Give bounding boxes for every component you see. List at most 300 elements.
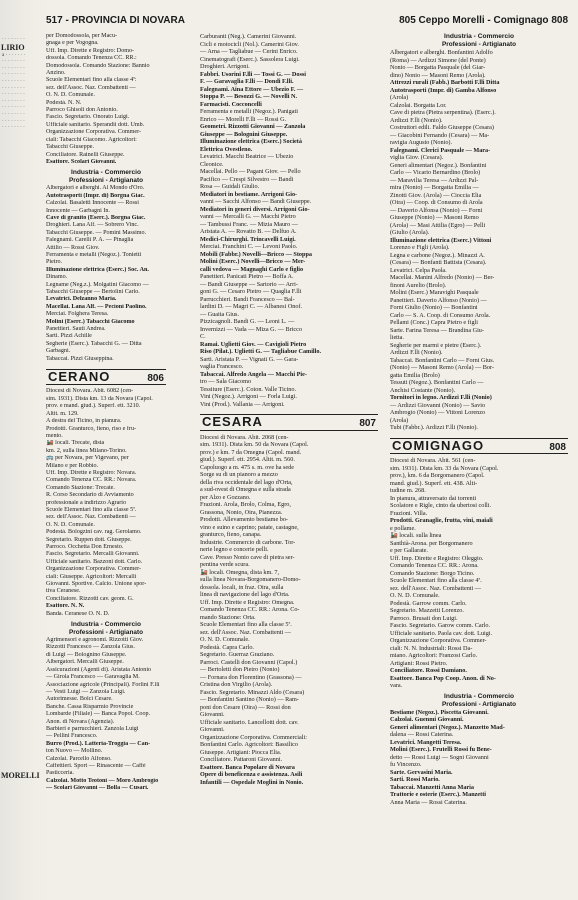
text-line: Esattore. Banca Popolare di Novara: [200, 763, 295, 771]
text-line: Calzolai. Guenmi Giovanni.: [390, 716, 464, 723]
text-line: sez. dell'Assoc. Naz. Combattenti —: [390, 584, 481, 592]
text-line: Fascio. Segretario. Onorato Luigi.: [46, 114, 130, 121]
text-line: — Fornara don Florentino (Grassona) —: [200, 673, 302, 681]
text-line: Organizzazione Corporativa. Commerciali:: [200, 733, 307, 741]
text-line: Artigiani: Rossi Pietro.: [390, 659, 448, 667]
text-line: Lombarde (Filiale) — Banca Popol. Coop.: [46, 711, 151, 718]
text-line: Anna Maria — Rossi Caterina.: [390, 798, 467, 806]
text-line: vanni — Sacchi Alfonso — Bandi Giuseppe.: [200, 198, 312, 205]
text-line: Giuseppe. Artigiani: Piocca Elia.: [200, 748, 282, 756]
text-line: Carlo — Vicario Bernardino (Brolo): [390, 169, 481, 176]
text-line: Comando Tenenza CC. RR.: Novara.: [46, 477, 137, 484]
text-line: Ufficiale sanitario. Lancellotti dott. cav.: [200, 718, 299, 726]
col2-top: [200, 33, 378, 408]
text-line: Farmacisti. Cocconcelli: [200, 100, 262, 108]
text-line: F. — Garavaglia F.lli — Dondi F.lli.: [200, 78, 294, 85]
text-line: Parroco. Occhetta Don Ernesto.: [46, 544, 124, 550]
text-line: Podestà. N. N.: [46, 99, 82, 106]
col1-industry: [46, 185, 166, 363]
text-line: ravigia Augusto (Nonio).: [390, 139, 453, 146]
text-line: Calzolai. Parcello Alfonso.: [46, 755, 112, 762]
text-line: Illuminazione elettrica (Eserc.) Vittoni: [390, 236, 492, 244]
text-line: Cleonice.: [200, 160, 224, 168]
text-line: (Cesara) — Bonfanti Battista (Cesara).: [390, 259, 487, 266]
col3-desc: [390, 457, 568, 600]
text-line: In pianura, attraversato dai torrenti: [390, 494, 477, 502]
section-title: Industria - Commercio: [71, 621, 141, 629]
text-line: tiva Ceranese.: [46, 588, 81, 595]
text-line: detto — Rossi Luigi — Sogni Giovanni: [390, 753, 489, 761]
text-line: Parroci. Castelli don Giovanni (Capol.): [200, 658, 298, 666]
text-line: Ufficiale sanitario. Paola cav. dott. Luigi.: [390, 629, 493, 637]
text-line: Sarte. Farina Teresa — Brandina Giu-: [390, 326, 484, 334]
section-title: Industria - Commercio: [444, 33, 514, 40]
text-line: Vini (Negoz.). Arrigoni — Forla Luigi.: [200, 393, 297, 400]
text-line: Carburanti (Neg.). Camerini Giovanni.: [200, 33, 297, 40]
text-line: Legna e carbone (Negoz.). Minazzi A.: [390, 251, 485, 259]
text-line: Domodossola. Comando Stazione: Bannio: [46, 62, 150, 69]
text-line: C.: [200, 333, 206, 340]
text-line: a sud-ovest di Omegna e sulla strada: [200, 486, 291, 493]
text-line: Caffettieri. Sport — Rinascente — Caffè: [46, 762, 146, 769]
text-line: — Giacobini Fernando (Cesara) — Ma-: [390, 131, 490, 139]
col3-officials: [390, 600, 568, 690]
text-line: Banda. Ceranese O. N. D.: [46, 610, 110, 617]
text-line: Illuminazione elettrica (Eserc.) Soc. An.: [46, 266, 149, 273]
text-line: Cave. Presso Nonio cave di pietra ser-: [200, 553, 295, 561]
text-line: Prodotti. Granaglie, frutta, vini, maiali: [390, 517, 493, 524]
text-line: Organizzazione Corporativa. Commer-: [390, 637, 487, 644]
town-name: CERANO: [48, 369, 111, 385]
text-line: Pellami (Conc.) Capra Pietro e figli: [390, 319, 478, 326]
text-line: Dinamo.: [46, 274, 68, 281]
text-line: Riso (Pilat.). Uglietti G. — Tagliabue Camillo.: [200, 348, 321, 355]
text-line: [46, 455, 166, 462]
text-line: Invernizzi — Vada — Miza G. — Bricco: [200, 325, 302, 333]
text-line: Sarte. Gervasini Maria.: [390, 768, 453, 776]
text-line: pentina verde scura.: [200, 561, 250, 568]
text-line: Anzino.: [46, 70, 66, 77]
text-line: Tabacchi Giuseppe — Bertolini Carlo.: [46, 289, 140, 295]
text-line: Falegnami. Carelli P. A. — Pinaglia: [46, 237, 134, 244]
text-line: giud.). Superf. ett. 2954. Altit. m. 560.: [200, 456, 295, 463]
text-line: Autotrasporti (Impr. di) Borgna Giac.: [46, 192, 145, 199]
text-line: granturco, fieno, canapa.: [200, 531, 262, 538]
text-line: Frazioni. Villa.: [390, 509, 428, 517]
text-line: Albergatori. Mercalli Giuseppe.: [46, 659, 124, 666]
text-line: Bestiame (Negoz.). Piscetta Giovanni.: [390, 708, 489, 716]
text-line: Elettrica Ovestleno.: [200, 145, 253, 153]
column-3: [390, 33, 568, 893]
text-line: Conciliatore. Rizzotti cav. geom. G.: [46, 595, 134, 602]
text-line: Macellai. Manini Alfredo (Nonio) — Ber-: [390, 274, 495, 281]
text-line: Cristina don Virgilio (Arola).: [200, 681, 273, 688]
text-line: Trattorie e osterie (Eserc.). Manzetti: [390, 791, 486, 798]
text-line: Burro (Prod.). Latteria-Troggia — Can-: [46, 740, 151, 747]
text-line: e pollame.: [390, 524, 416, 532]
text-line: Mediatori in bestiame. Arrigoni Gio-: [200, 190, 298, 198]
text-line: Levatrici. Macchi Beatrice — Ubezio: [200, 153, 294, 160]
text-line: Costruttori edili. Faldo Giuseppe (Cesara): [390, 124, 494, 131]
text-line: Panettieri. Daverio Alfonso (Nonio) —: [390, 296, 487, 304]
text-line: Scuole Elementari fino alla classe 4ª.: [390, 577, 482, 584]
text-line: Podestà. Capra Carlo.: [200, 643, 254, 651]
text-line: Innocente — Garbagni In.: [46, 207, 110, 214]
section-subtitle: Professioni - Artigianato: [69, 177, 143, 185]
text-line: Macellai. Lana Alf. — Pecioni Paolino.: [46, 303, 147, 310]
text-line: Pietro.: [46, 259, 63, 266]
text-line: Lorenzo e Figli (Arola).: [390, 244, 450, 251]
text-line: Pizzicagnoli. Bandi G. — Leoni L. —: [200, 318, 295, 325]
text-line: Tornitori in legno. Ardizzi F.lli (Nonio): [390, 394, 492, 401]
text-line: Cave di granito (Eserc.). Borgna Giac.: [46, 214, 146, 221]
text-line: Molini (Eserc.) Tabacchi Giacomo: [46, 318, 135, 325]
text-line: Industrie. Commercio di carbone. Tor-: [200, 538, 296, 546]
text-line: Podestà. Garrow comm. Carlo.: [390, 599, 467, 607]
column-1: [46, 33, 166, 893]
text-line: Calzolai. Borgatta Lor.: [390, 101, 447, 109]
text-line: Mediatori in generi diversi. Arrigoni Gio-: [200, 205, 310, 213]
text-line: sim. 1931). Dista km. 13 da Novara (Capol.: [46, 395, 153, 402]
text-line: [390, 532, 568, 540]
text-line: di Luigi — Bolognino Giuseppe.: [46, 651, 127, 658]
col1-top: [46, 33, 166, 100]
text-line: Anon. di Novara (Agenzia).: [46, 718, 115, 725]
text-line: [200, 569, 378, 577]
text-line: Enrico — Morelli F.lli — Rossi G.: [200, 115, 287, 123]
text-line: Ardizzi F.lli (Nonio).: [390, 349, 443, 356]
text-line: Tubi (Fabbr.). Ardizzi F.lli (Nonio).: [390, 424, 478, 431]
text-line: Scuole Elementari fino alla classe 5ª.: [46, 506, 137, 513]
text-span: locali. sulla linea: [399, 532, 442, 539]
col3-industry: [390, 709, 568, 807]
text-line: Uff. Imp. Dirette e Registro: Omegna.: [200, 598, 295, 606]
text-line: goni G. — Cesaro Pietro — Quaglia F.lli: [200, 288, 302, 295]
text-line: Comando Tenenza CC. RR.: Arona.: [390, 562, 479, 569]
text-line: — Vesti Luigi — Zanzola Luigi.: [46, 688, 126, 695]
text-line: Merciai. Folghera Teresa.: [46, 311, 109, 318]
text-line: Scuole Elementari fino alla classe 5ª.: [200, 621, 292, 628]
text-line: vino e suino e caprino; patate, castagne,: [200, 523, 299, 531]
text-line: R. Corso Secondario di Avviamento: [46, 492, 134, 499]
text-line: Associazione agricole (Principali). Forlini F.lli: [46, 681, 160, 688]
text-span: per Novara, per Vigevano, per: [55, 455, 129, 462]
text-line: Ramai. Uglietti Giov. — Cavigioli Pietro: [200, 340, 307, 348]
text-line: sim. 1931). Dista km. 33 da Novara (Capol.: [390, 464, 499, 472]
text-line: Macellai. Pello — Pagani Giov. — Pello: [200, 168, 301, 175]
text-line: Generi alimentari (Negoz.). Manzetto Mad-: [390, 723, 505, 731]
col1-desc: [46, 388, 166, 529]
text-line: gnaga e per Vogogna.: [46, 40, 99, 47]
text-line: Segretario. Mazzetti Lorenzo.: [390, 607, 464, 614]
text-line: Esattore. N. N.: [46, 603, 85, 610]
text-line: Legname (Neg.z.). Molgatini Giacomo —: [46, 281, 149, 288]
text-line: — Pellini Francesco.: [46, 733, 98, 740]
text-line: tudine m. 268.: [390, 487, 426, 494]
text-line: (Arola): [390, 94, 409, 101]
text-line: Pasticceria.: [46, 770, 74, 777]
text-span: locali. Omegna, dista km. 7,: [209, 568, 280, 576]
text-line: sulla linea Novara-Borgomanero-Domo-: [200, 576, 301, 583]
text-line: Tabaccai. Manzetti Anna Maria: [390, 783, 474, 791]
text-line: mira (Nonio) — Borgatta Emilia —: [390, 184, 479, 191]
town-name: CESARA: [202, 414, 263, 429]
text-line: mento.: [46, 432, 63, 439]
text-line: Parrucchieri. Bandi Francesco — Bal-: [200, 295, 295, 303]
text-line: mando Stazione: Orta.: [200, 613, 256, 621]
text-line: Rosa — Guidali Giulio.: [200, 183, 260, 190]
text-line: Scolatore e Rigle, cinto da ubertosi colli.: [390, 502, 492, 509]
text-line: Esattore. Banca Pop Coop. Anon. di No-: [390, 674, 496, 682]
text-line: Aristata A. — Rovatto B. — Delfuo A.: [200, 228, 297, 235]
text-line: — Maravilia Teresa — Ardizzi Pal-: [390, 176, 479, 184]
text-line: [46, 440, 166, 447]
section-subtitle: Professioni - Artigianato: [442, 41, 516, 48]
text-line: Milano e per Robbio.: [46, 462, 99, 469]
text-line: Ardizzi F.lli (Nonio).: [390, 116, 443, 124]
train-icon: 🚂: [200, 568, 210, 576]
text-line: Barbieri e parrucchieri. Zanzola Luigi: [46, 725, 139, 732]
section-title: Industria - Commercio: [444, 692, 514, 700]
page-header: [46, 14, 568, 27]
text-line: per Alzo e Gozzano.: [200, 493, 251, 501]
gutter-morelli: MORELLI: [1, 770, 40, 780]
text-line: Giovanni.: [200, 711, 225, 718]
text-line: Banche. Cassa Risparmio Provincie: [46, 703, 134, 710]
column-2: [200, 33, 378, 893]
text-line: Parroco Ghisoli don Antonio.: [46, 107, 118, 114]
text-line: Opere di beneficenza e assistenza. Asili: [200, 771, 303, 778]
text-line: Zinotti Giov. (Arola) — Cioccia Elia: [390, 191, 482, 199]
text-line: calli vedova — Magnaghi Carlo e figlio: [200, 265, 304, 273]
text-line: Falegnami. Aina Ettore — Ubezio F. —: [200, 85, 304, 93]
text-line: Uff. Imp. Dirette e Registro: Oleggio.: [390, 554, 484, 562]
text-line: Agrimensori e agronomi. Rizzotti Giov.: [46, 637, 144, 644]
text-line: O. N. D. Comunale.: [46, 92, 95, 99]
text-line: finoni Aurelio (Brolo).: [390, 281, 447, 289]
text-line: — Scolari Giovanni — Bolla — Cusari.: [46, 785, 149, 792]
text-line: — Guaita Gius.: [200, 310, 240, 318]
text-line: (Oira) — Coop. di Consumo di Arola: [390, 199, 483, 206]
text-line: Molini (Eserc.). Frutelli Rossi fu Bene-: [390, 746, 492, 753]
text-line: Attilio — Rossi Giov.: [46, 244, 100, 251]
text-line: ciali: Tabacchi Giacomo. Agricoltori:: [46, 136, 137, 143]
text-line: Panettieri. Sauti Andrea.: [46, 326, 106, 333]
text-line: Tessuti (Negoz.). Bonfantini Carlo —: [390, 379, 484, 386]
text-line: Carlo — S. A. Coop. di Consumo Arola.: [390, 311, 491, 319]
text-line: sez. dell'Assoc. Naz. Combattenti —: [200, 628, 291, 636]
text-line: Sorge su di un pianoro a mezzo: [200, 471, 278, 478]
text-line: Capoluogo a m. 475 s. m. ove ha sede: [200, 463, 294, 471]
text-line: — Arna — Tagliabue — Cerini Enrico.: [200, 48, 298, 55]
text-line: Cicli e motocicli (Nol.). Camerini Giov.: [200, 40, 299, 48]
text-line: Fascio. Segretario. Mercalli Giovanni.: [46, 551, 140, 558]
text-line: Fascio. Segretario. Minazzi Aldo (Cesara): [200, 688, 305, 696]
text-line: Giovanni.: [200, 726, 225, 733]
text-line: Ufficiale sanitario. Bazzoni dott. Carlo.: [46, 558, 143, 565]
text-line: Ferramenta e metalli (Negoz.). Panigati: [200, 108, 298, 115]
text-line: Parroco. Brusati don Luigi.: [390, 614, 458, 622]
text-line: Anchisi Costante (Nonio).: [390, 386, 456, 394]
text-line: Nonio — Borgatta Pasquale (del Giar-: [390, 64, 486, 71]
adjacent-page-gutter: · · · · · · · · LIRIO a · · · · · · · · · · · · · · · · · · · · · · · · · · · · · · · · · · · · · · · · · · · · · · · · · · · · · · · · · · · · · · · · · · · · · · · · · · · · · · · · · · · · · · · · · · · · · · · MORELLI: [0, 0, 50, 900]
text-line: sez. dell'Assoc. Naz. Combattenti —: [46, 514, 136, 521]
text-line: Giuseppe — Bolognini Giuseppe.: [200, 130, 288, 138]
text-line: Autotrasporti (Impr. di) Gamba Alfonso: [390, 86, 497, 94]
text-line: A destra del Ticino, in pianura.: [46, 418, 122, 425]
text-line: Diocesi di Novara. Abit. 561 (cen-: [390, 457, 476, 464]
text-line: Assicurazioni (Agenti di). Aristata Antonio: [46, 666, 152, 673]
col1-officials: [46, 100, 166, 167]
col1-industry2: [46, 637, 166, 793]
text-line: Segretario. Ruppen dott. Giuseppe.: [46, 536, 132, 543]
text-line: Levatrici. Delzanno Maria.: [46, 296, 117, 303]
col2-desc: [200, 434, 378, 644]
text-line: — Bonfantini Santino (Nonio) — Ram-: [200, 696, 299, 703]
text-line: Albergatori e alberghi. Al Mondo d'Oro.: [46, 185, 145, 192]
col3-top: [390, 49, 568, 432]
text-line: Organizzazione Corporativa. Commer-: [46, 566, 142, 573]
col1-officials2: [46, 529, 166, 618]
text-line: (Arola) — Masi Attilia (Egro) — Pelli: [390, 221, 486, 229]
text-line: Stoppa P. — Besozzi G. — Novelli N.: [200, 93, 298, 100]
text-line: — Girola Francesco — Garavaglia M.: [46, 674, 140, 681]
text-line: poni don Cesare (Oira) — Rossi don: [200, 703, 291, 711]
text-line: Diocesi di Novara. Abit. 6082 (cen-: [46, 388, 134, 395]
text-line: vanni — Mercalli G. — Macchi Pietro: [200, 213, 296, 220]
text-line: Molini (Eserc.) Maravighi Pasquale: [390, 289, 479, 296]
text-line: Tabaccai. Alfredo Angela — Macchi Pie-: [200, 370, 307, 378]
header-right: 805 Ceppo Morelli - Comignago 808: [399, 15, 568, 26]
text-line: prov. e mand. giud.). Superf. ett. 3210.: [46, 403, 141, 410]
text-line: dino) Nonio — Masoni Remo (Arola).: [390, 71, 486, 79]
text-line: Prodotti. Granturco, fieno, riso e fru-: [46, 425, 137, 432]
text-line: Uff. Imp. Dirette e Registro: Novara.: [46, 469, 137, 476]
text-line: Sarti. Rossi Mario.: [390, 776, 440, 783]
section-subtitle: Professioni - Artigianato: [69, 629, 143, 637]
text-line: Tabacchi Giuseppe. — Pomini Massimo.: [46, 229, 147, 236]
text-line: sez. dell'Assoc. Naz. Combattenti —: [46, 84, 136, 91]
section-subtitle: Professioni - Artigianato: [442, 700, 516, 708]
text-line: della riva occidentale del lago d'Orta,: [200, 478, 293, 486]
text-line: Conciliatore. Rainelli Giuseppe.: [46, 151, 125, 158]
text-line: O. N. D. Comunale.: [200, 636, 250, 643]
text-line: Medici-Chirurghi. Trincavelli Luigi.: [200, 235, 296, 243]
text-line: per Domodossola, per Macu-: [46, 33, 118, 39]
text-line: Vini (Prod.). Vallania — Arrigoni.: [200, 400, 285, 408]
text-line: dalena — Rossi Caterina.: [390, 731, 454, 738]
text-line: Conciliatore. Pattaroni Giovanni.: [200, 756, 283, 763]
text-line: Frazioni. Arola, Brolo, Colma, Egro,: [200, 501, 291, 508]
text-line: Tabaccai. Pizzi Giuseppina.: [46, 355, 114, 362]
text-line: Ufficiale sanitario. Sperandii dott. Umb.: [46, 121, 145, 128]
text-line: Comando Tenenza CC. RR.: Arona. Co-: [200, 606, 300, 613]
text-line: Comando Stazione: Borgo Ticino.: [390, 569, 475, 577]
text-line: Forni Giulio (Nonio) — Bonfantini: [390, 304, 478, 311]
text-line: Altit. m. 129.: [46, 410, 79, 417]
town-heading-cesara: [200, 414, 378, 431]
text-line: — Tambussi Franc. — Mizia Mauro —: [200, 220, 298, 228]
text-line: Podestà. Bologzini cav. rag. Gerolamo.: [46, 529, 142, 536]
text-line: Conciliatore. Rossi Damiano.: [390, 667, 467, 674]
text-line: (Giulio (Arola).: [390, 229, 430, 236]
text-line: ciali: N. N. Industriali: Rossi Da-: [390, 644, 473, 652]
text-line: Tabacchi Giuseppe.: [46, 144, 94, 151]
text-line: dossola. Comando Tenenza CC. RR.:: [46, 55, 137, 62]
text-line: Albergatori e alberghi. Bonfantini Adolfo: [390, 49, 493, 56]
text-line: Rizzotti Francesco — Zanzola Gius.: [46, 644, 135, 651]
text-line: Segretario. Guerraz Graziano.: [200, 651, 275, 658]
text-line: Generi alimentari (Negoz.). Bonfantini: [390, 161, 487, 169]
text-line: e per Gallarate.: [390, 547, 428, 554]
text-line: (Nonio) — Masoni Remo (Arola) — Bor-: [390, 364, 495, 371]
text-line: — Bertoletti don Pietro (Nonio): [200, 666, 280, 673]
header-left: 517 - PROVINCIA DI NOVARA: [46, 15, 185, 26]
text-line: vaglia Francesco.: [200, 363, 244, 370]
text-line: Tessiture (Eserc.). Coton. Valle Ticino.: [200, 385, 297, 393]
text-line: Organizzazione Corporativa. Commer-: [46, 129, 142, 136]
text-line: Falegnami. Clerici Pasquale — Mara-: [390, 146, 491, 154]
text-line: Diocesi di Novara. Abit. 2068 (cen-: [200, 433, 289, 441]
town-heading-cerano: [46, 369, 166, 385]
text-line: Segherie per marmi e pietre (Eserc.).: [390, 341, 482, 349]
town-name: COMIGNAGO: [392, 437, 485, 453]
text-line: Grassona, Nonio, Oira, Pianezza.: [200, 508, 283, 516]
text-line: Cinematografi (Eserc.). Sassolera Luigi.: [200, 55, 300, 63]
text-line: — Ardizzi Giovanni (Nonio) — Savio: [390, 401, 486, 409]
text-line: (Roma) — Ardizzi Simone (del Ponte): [390, 56, 486, 64]
town-number: 808: [549, 441, 566, 453]
text-line: miano. Agricoltori: Franzosi Carlo.: [390, 652, 478, 659]
text-line: O. N. D. Comunale.: [390, 592, 440, 599]
text-line: — Bandi Giuseppe — Sartorio — Arri-: [200, 280, 298, 288]
col2-officials: [200, 644, 378, 787]
text-line: Panettieri. Panicati Pietro — Boffa A.: [200, 273, 294, 280]
text-line: (Arola): [390, 416, 409, 424]
text-line: Attrezzi rurali (Fabb.) Barbotti F.lli Ditta: [390, 79, 500, 86]
text-line: prov.) e km. 7 da Omegna (Capol. mand.: [200, 448, 302, 456]
text-line: lietta.: [390, 334, 404, 341]
text-line: Calzolai. Basaletti Innocente — Rossi: [46, 200, 139, 207]
text-line: Mobili (Fabbr.) Novelli—Bricco — Stoppa: [200, 250, 313, 258]
text-line: ciali: Giuseppe. Agricoltori: Mercalli: [46, 573, 137, 580]
text-line: Giovanni. Sportive. Calcio. Unione spor-: [46, 581, 147, 588]
text-line: Infantili — Ospedale Moglini in Nonio.: [200, 778, 304, 786]
town-number: 806: [147, 373, 164, 385]
text-line: nerie legno e concerie pelli.: [200, 546, 269, 553]
train-icon: 🚂: [46, 440, 56, 447]
text-line: Garbagni.: [46, 348, 71, 355]
text-line: Ferramenta e metalli (Negoz.). Tonietti: [46, 251, 142, 258]
bus-icon: 🚌: [46, 455, 56, 462]
text-line: Cave di pietra (Pietra serpentina). (Eserc.).: [390, 109, 496, 116]
text-line: Geometri. Rizzotti Giovanni — Zanzola: [200, 123, 306, 130]
text-line: Molini (Eserc.) Novelli—Bricco — Mer-: [200, 258, 306, 265]
text-line: viglia Giov. (Cesara).: [390, 154, 444, 161]
text-line: sim. 1931). Dista km. 50 da Novara (Capol.: [200, 441, 309, 448]
text-line: dossola. locali, in fraz. Oira, sulla: [200, 583, 284, 591]
text-line: Illuminazione elettrica (Eserc.) Società: [200, 138, 302, 145]
section-title: Industria - Commercio: [71, 169, 141, 177]
text-line: professionale a indirizzo Agrario: [46, 499, 127, 506]
text-line: vara.: [390, 682, 403, 689]
text-line: Calzolai. Motto Teotoni — Moro Ambrogio: [46, 777, 159, 784]
text-line: Segherie (Eserc.). Tabacchi G. — Ditta: [46, 340, 142, 347]
text-line: Scuole Elementari fino alla classe 4ª:: [46, 77, 137, 84]
gutter-lirio: LIRIO: [1, 42, 25, 52]
text-line: — Daverio Alfonsa (Nonio) — Forni: [390, 206, 483, 214]
text-line: gatta Emilia (Brolo): [390, 371, 440, 379]
